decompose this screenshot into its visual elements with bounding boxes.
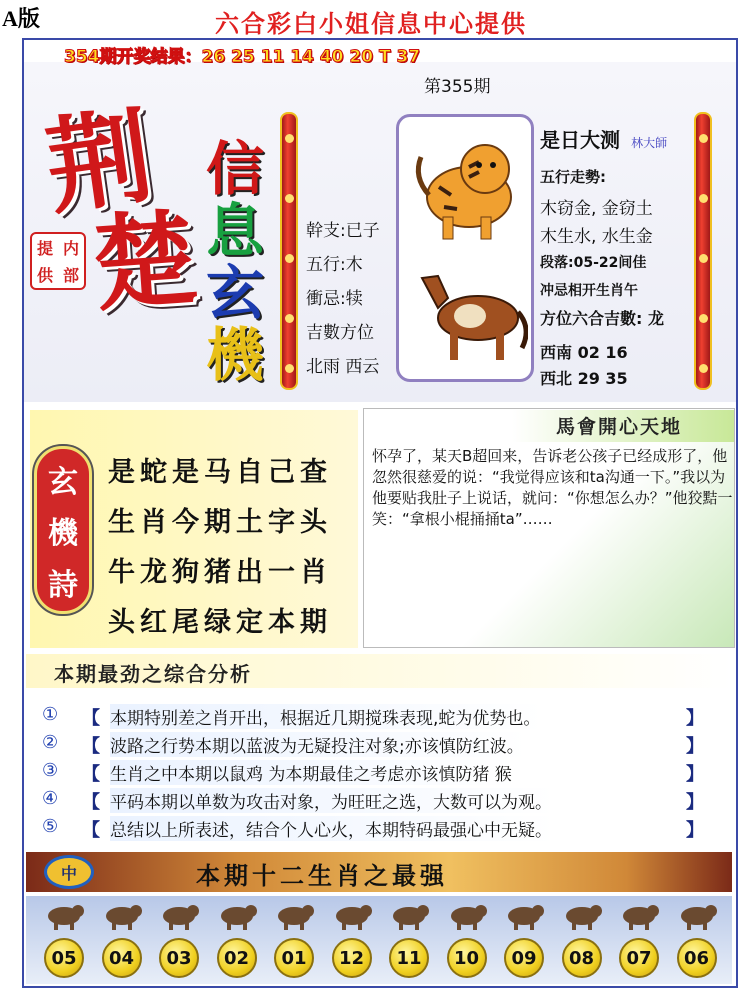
- poem-badge: [34, 446, 92, 614]
- zodiac-number: 01: [274, 938, 314, 978]
- analysis-lbracket: 【: [82, 708, 100, 729]
- prediction-master: 林大師: [631, 136, 668, 150]
- poem-badge-char: 機: [48, 516, 78, 551]
- zodiac-number: 05: [44, 938, 84, 978]
- seal-char: 内: [62, 239, 79, 258]
- zodiac-number: 06: [677, 938, 717, 978]
- vertical-title: [200, 135, 270, 389]
- story-title: 馬會開心天地: [556, 416, 683, 438]
- info-lucky-dir: 吉數方位: [306, 323, 374, 343]
- zodiac-number: 11: [389, 938, 429, 978]
- analysis-item: 生肖之中本期以鼠鸡 为本期最佳之考虑亦该慎防猪 猴: [110, 760, 516, 785]
- edition-label: A版: [2, 6, 40, 31]
- poem-line: 生肖今期土字头: [108, 507, 332, 538]
- analysis-item: 总结以上所表述，结合个人心火，本期特码最强心中无疑。: [110, 816, 556, 841]
- vertical-title-char: 機: [205, 321, 264, 389]
- seal-stamp: [30, 232, 86, 290]
- period-label: 第355期: [424, 77, 491, 97]
- results-banner: 354期开奖结果：26 25 11 14 40 20 T 37: [64, 47, 421, 67]
- poem-line: 是蛇是马自己查: [108, 457, 332, 488]
- prediction-line1: 木窃金, 金窃土: [540, 199, 653, 219]
- poem-line: 头红尾绿定本期: [108, 607, 332, 638]
- rabbit-icon: [215, 900, 259, 930]
- zodiac-number: 04: [102, 938, 142, 978]
- dog-icon: [617, 900, 661, 930]
- horse-icon: [387, 900, 431, 930]
- prediction-line2: 木生水, 水生金: [540, 227, 653, 247]
- brand-char-jing: 荆: [39, 93, 160, 230]
- poem-badge-char: 詩: [48, 567, 78, 603]
- tiger-icon: [157, 900, 201, 930]
- right-pillar: [694, 112, 712, 390]
- goat-icon: [445, 900, 489, 930]
- analysis-lbracket: 【: [82, 764, 100, 785]
- info-ganzhi: 幹支:已子: [306, 221, 380, 241]
- zodiac-number: 08: [562, 938, 602, 978]
- analysis-rbracket: 】: [686, 764, 704, 785]
- analysis-rbracket: 】: [686, 820, 704, 841]
- zodiac-number: 03: [159, 938, 199, 978]
- seal-char: 提: [36, 239, 53, 258]
- monkey-icon: [502, 900, 546, 930]
- zodiac-number: 09: [504, 938, 544, 978]
- seal-char: 部: [62, 266, 79, 285]
- analysis-num: ④: [42, 788, 59, 809]
- prediction-segment: 段落:05-22间佳: [540, 255, 647, 271]
- vertical-title-char: 息: [205, 197, 264, 265]
- info-list: [306, 214, 380, 384]
- zodiac-number: 02: [217, 938, 257, 978]
- analysis-rbracket: 】: [686, 736, 704, 757]
- analysis-num: ①: [42, 704, 59, 725]
- prediction-header: [540, 124, 667, 153]
- analysis-lbracket: 【: [82, 820, 100, 841]
- wuxing-label: 五行走勢:: [540, 168, 606, 186]
- prediction-fangwei: 方位六合吉數: 龙: [540, 309, 664, 328]
- info-wuxing: 五行:木: [306, 255, 363, 275]
- poem-line: 牛龙狗猪出一肖: [108, 557, 332, 588]
- zodiac-number: 10: [447, 938, 487, 978]
- horse-icon: [408, 258, 528, 368]
- rooster-icon: [560, 900, 604, 930]
- info-directions: 北雨 西云: [306, 357, 380, 377]
- analysis-num: ③: [42, 760, 59, 781]
- rat-icon: [42, 900, 86, 930]
- header-title: 六合彩白小姐信息中心提供: [215, 10, 527, 38]
- analysis-item: 本期特别差之肖开出，根据近几期搅珠表现,蛇为优势也。: [110, 704, 544, 729]
- left-pillar: [280, 112, 298, 390]
- brand-char-chu: 楚: [88, 196, 201, 327]
- analysis-lbracket: 【: [82, 736, 100, 757]
- twelve-logo: 中: [44, 855, 94, 889]
- analysis-item: 平码本期以单数为攻击对象，为旺旺之选，大数可以为观。: [110, 788, 556, 813]
- vertical-title-char: 信: [205, 135, 264, 203]
- seal-char: 供: [36, 266, 53, 285]
- pig-icon: [675, 900, 719, 930]
- prediction-xibei: 西北 29 35: [540, 369, 628, 388]
- vertical-title-char: 玄: [205, 259, 264, 327]
- ox-icon: [100, 900, 144, 930]
- dragon-icon: [272, 900, 316, 930]
- zodiac-number: 07: [619, 938, 659, 978]
- prediction-chong: 冲忌相开生肖午: [540, 283, 638, 299]
- analysis-item: 波路之行势本期以蓝波为无疑投注对象;亦该慎防红波。: [110, 732, 528, 757]
- info-chongji: 衝忌:犊: [306, 289, 363, 309]
- zodiac-number: 12: [332, 938, 372, 978]
- analysis-num: ②: [42, 732, 59, 753]
- analysis-title: 本期最劲之综合分析: [54, 662, 252, 686]
- story-text: 怀孕了，某天B超回来，告诉老公孩子已经成形了，他忽然很慈爱的说：“我觉得应该和ta沟通一下。”我以为他要贴我肚子上说话，就问：“你想怎么办？”他狡黠一笑：“拿根小棍捅捅ta”……: [372, 447, 733, 528]
- prediction-xinan: 西南 02 16: [540, 343, 628, 362]
- poem-badge-char: 玄: [48, 464, 78, 500]
- analysis-lbracket: 【: [82, 792, 100, 813]
- prediction-heading: 是日大测: [540, 128, 620, 152]
- analysis-rbracket: 】: [686, 792, 704, 813]
- twelve-title: 本期十二生肖之最强: [196, 862, 448, 890]
- analysis-rbracket: 】: [686, 708, 704, 729]
- analysis-num: ⑤: [42, 816, 59, 837]
- snake-icon: [330, 900, 374, 930]
